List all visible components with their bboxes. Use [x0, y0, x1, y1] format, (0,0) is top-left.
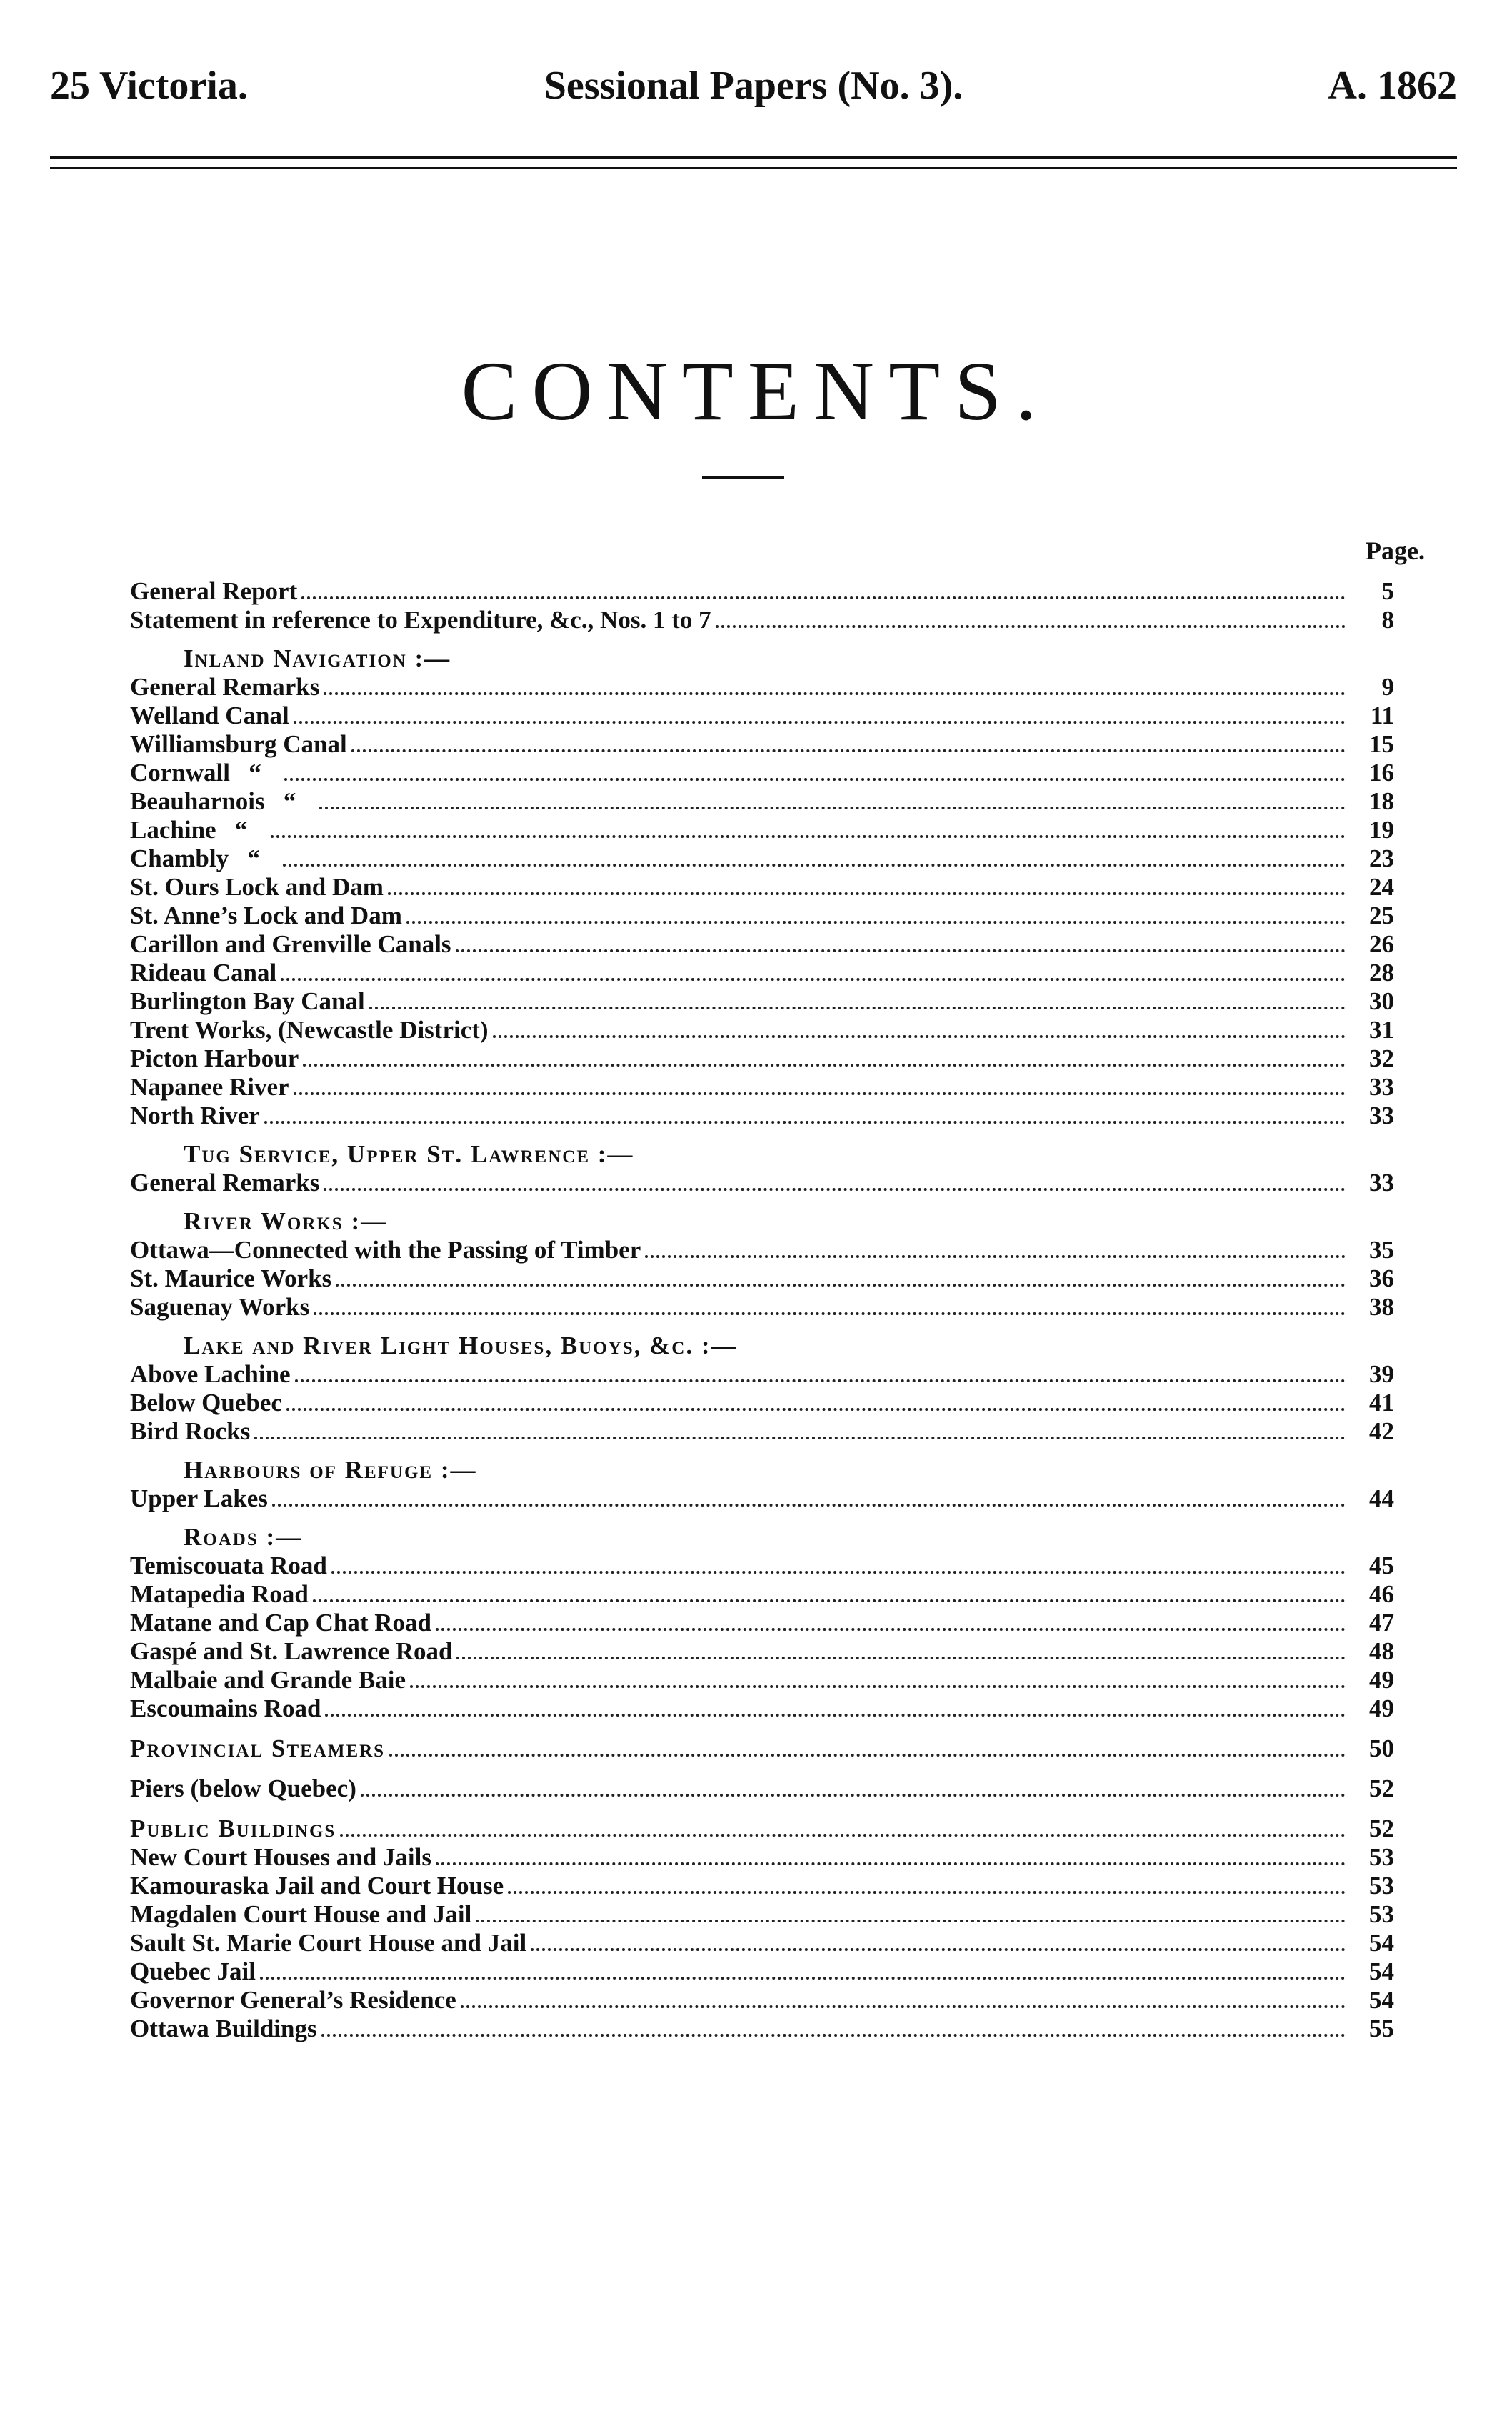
- contents-entry: [130, 1360, 1394, 1389]
- dot-leader: [388, 892, 1346, 895]
- dot-leader: [286, 1408, 1346, 1411]
- entry-page-number: 45: [1369, 1552, 1394, 1579]
- entry-page-number: 39: [1369, 1360, 1394, 1388]
- entry-page-number: 41: [1369, 1389, 1394, 1417]
- entry-label: General Report: [130, 577, 298, 605]
- entry-label: Matane and Cap Chat Road: [130, 1609, 431, 1637]
- entry-label: Below Quebec: [130, 1389, 282, 1417]
- dot-leader: [340, 1834, 1346, 1837]
- section-heading: Tug Service, Upper St. Lawrence :—: [184, 1140, 634, 1168]
- dot-leader: [716, 625, 1346, 628]
- entry-page-number: 46: [1369, 1580, 1394, 1608]
- dot-leader: [456, 1657, 1346, 1659]
- contents-entry: [130, 759, 1394, 787]
- header-rule-bottom: [50, 167, 1457, 169]
- entry-page-number: 16: [1369, 759, 1394, 787]
- contents-entry: [130, 873, 1394, 902]
- entry-label: Carillon and Grenville Canals: [130, 930, 451, 958]
- entry-label: Bird Rocks: [130, 1417, 251, 1445]
- contents-entry: [130, 1734, 1394, 1763]
- dot-leader: [271, 835, 1346, 838]
- entry-label: Magdalen Court House and Jail: [130, 1900, 472, 1928]
- entry-label: Malbaie and Grande Baie: [130, 1666, 406, 1694]
- section-gap: [130, 1723, 1394, 1734]
- section-heading: River Works :—: [184, 1207, 388, 1235]
- entry-page-number: 15: [1369, 730, 1394, 758]
- entry-label: Provincial Steamers: [130, 1734, 386, 1762]
- dot-leader: [645, 1255, 1346, 1258]
- entry-page-number: 35: [1369, 1236, 1394, 1264]
- dot-leader: [406, 921, 1346, 924]
- entry-page-number: 30: [1369, 987, 1394, 1015]
- entry-page-number: 44: [1369, 1484, 1394, 1512]
- entry-page-number: 36: [1369, 1264, 1394, 1292]
- dot-leader: [272, 1504, 1346, 1507]
- dot-leader: [294, 721, 1346, 724]
- entry-page-number: 23: [1369, 844, 1394, 872]
- entry-label: Rideau Canal: [130, 959, 277, 987]
- entry-label: Piers (below Quebec): [130, 1774, 356, 1802]
- entry-page-number: 26: [1369, 930, 1394, 958]
- dot-leader: [324, 1188, 1346, 1191]
- entry-page-number: 47: [1369, 1609, 1394, 1637]
- contents-entry: [130, 606, 1394, 634]
- ditto-mark: “: [283, 787, 296, 815]
- contents-entry: [130, 1843, 1394, 1872]
- contents-entry: [130, 1016, 1394, 1044]
- entry-page-number: 55: [1369, 2015, 1394, 2042]
- entry-page-number: 53: [1369, 1843, 1394, 1871]
- entry-page-number: 54: [1369, 1957, 1394, 1985]
- dot-leader: [319, 807, 1346, 809]
- contents-entry: [130, 1073, 1394, 1102]
- contents-entry: [130, 1774, 1394, 1803]
- page-title: CONTENTS.: [461, 344, 1051, 438]
- entry-label: Above Lachine: [130, 1360, 291, 1388]
- contents-entry: [130, 1637, 1394, 1666]
- entry-page-number: 49: [1369, 1694, 1394, 1722]
- entry-page-number: 28: [1369, 959, 1394, 987]
- contents-entry: [130, 1102, 1394, 1130]
- dot-leader: [321, 2034, 1346, 2037]
- entry-label: General Remarks: [130, 673, 320, 701]
- header-year: A. 1862: [1328, 64, 1457, 108]
- dot-leader: [264, 1121, 1346, 1124]
- dot-leader: [260, 1977, 1346, 1980]
- contents-entry: [130, 930, 1394, 959]
- section-gap: [130, 1803, 1394, 1814]
- entry-page-number: 11: [1370, 702, 1394, 729]
- entry-label: Napanee River: [130, 1073, 289, 1101]
- contents-entry: [130, 816, 1394, 844]
- dot-leader: [284, 778, 1346, 781]
- contents-entry: [130, 787, 1394, 816]
- dot-leader: [361, 1794, 1346, 1797]
- entry-page-number: 33: [1369, 1102, 1394, 1129]
- entry-label: St. Maurice Works: [130, 1264, 332, 1292]
- entry-label: Matapedia Road: [130, 1580, 309, 1608]
- entry-label: Ottawa—Connected with the Passing of Timber: [130, 1236, 641, 1264]
- ditto-mark: “: [247, 844, 260, 872]
- entry-label: Trent Works, (Newcastle District): [130, 1016, 489, 1044]
- contents-entry: [130, 577, 1394, 606]
- dot-leader: [493, 1035, 1346, 1038]
- title-rule: [702, 476, 784, 479]
- section-heading: Harbours of Refuge :—: [184, 1456, 477, 1484]
- contents-entry: [130, 844, 1394, 873]
- entry-label: Beauharnois: [130, 787, 265, 815]
- entry-label: Picton Harbour: [130, 1044, 299, 1072]
- entry-label: Escoumains Road: [130, 1694, 321, 1722]
- entry-label: Burlington Bay Canal: [130, 987, 365, 1015]
- contents-entry: [130, 673, 1394, 702]
- dot-leader: [254, 1437, 1346, 1439]
- entry-page-number: 52: [1369, 1774, 1394, 1802]
- entry-label: Public Buildings: [130, 1814, 336, 1842]
- entry-page-number: 24: [1369, 873, 1394, 901]
- dot-leader: [476, 1920, 1346, 1922]
- contents-entry: [130, 1169, 1394, 1197]
- entry-label: Saguenay Works: [130, 1293, 310, 1321]
- dot-leader: [313, 1599, 1346, 1602]
- entry-page-number: 38: [1369, 1293, 1394, 1321]
- contents-entry: [130, 1814, 1394, 1843]
- contents-entry: [130, 1552, 1394, 1580]
- header-sessional-papers: Sessional Papers (No. 3).: [544, 64, 963, 108]
- entry-page-number: 19: [1369, 816, 1394, 844]
- contents-entry: [130, 1900, 1394, 1929]
- contents-entry: [130, 1694, 1394, 1723]
- dot-leader: [369, 1007, 1346, 1009]
- entry-page-number: 53: [1369, 1900, 1394, 1928]
- dot-leader: [301, 596, 1346, 599]
- header-rule-top: [50, 156, 1457, 159]
- entry-label: St. Anne’s Lock and Dam: [130, 902, 402, 929]
- entry-label: New Court Houses and Jails: [130, 1843, 431, 1871]
- entry-label: Ottawa Buildings: [130, 2015, 317, 2042]
- dot-leader: [314, 1312, 1346, 1315]
- entry-page-number: 42: [1369, 1417, 1394, 1445]
- entry-label: Lachine: [130, 816, 216, 844]
- dot-leader: [508, 1891, 1346, 1894]
- entry-label: Governor General’s Residence: [130, 1986, 456, 2014]
- dot-leader: [531, 1948, 1346, 1951]
- dot-leader: [389, 1754, 1346, 1757]
- dot-leader: [456, 949, 1346, 952]
- entry-page-number: 54: [1369, 1986, 1394, 2014]
- entry-page-number: 9: [1381, 673, 1394, 701]
- dot-leader: [336, 1284, 1346, 1287]
- dot-leader: [295, 1379, 1346, 1382]
- entry-page-number: 33: [1369, 1073, 1394, 1101]
- dot-leader: [436, 1862, 1346, 1865]
- section-gap: [130, 1763, 1394, 1774]
- entry-page-number: 25: [1369, 902, 1394, 929]
- running-header: [50, 63, 1457, 120]
- dot-leader: [294, 1092, 1346, 1095]
- dot-leader: [324, 692, 1346, 695]
- dot-leader: [331, 1571, 1346, 1574]
- ditto-mark: “: [249, 759, 261, 787]
- entry-label: Kamouraska Jail and Court House: [130, 1872, 504, 1900]
- contents-entry: [130, 1264, 1394, 1293]
- contents-entry: [130, 1389, 1394, 1417]
- contents-entry: [130, 1044, 1394, 1073]
- entry-label: Williamsburg Canal: [130, 730, 347, 758]
- ditto-mark: “: [234, 816, 248, 844]
- entry-label: Cornwall: [130, 759, 230, 787]
- entry-label: North River: [130, 1102, 260, 1129]
- contents-entry: [130, 730, 1394, 759]
- entry-label: General Remarks: [130, 1169, 320, 1197]
- dot-leader: [461, 2005, 1346, 2008]
- entry-page-number: 53: [1369, 1872, 1394, 1900]
- section-heading: Lake and River Light Houses, Buoys, &c. :—: [184, 1332, 738, 1359]
- contents-entry: [130, 1293, 1394, 1322]
- contents-entry: [130, 902, 1394, 930]
- entry-label: Temiscouata Road: [130, 1552, 327, 1579]
- section-heading: Inland Navigation :—: [184, 644, 451, 672]
- entry-page-number: 52: [1369, 1814, 1394, 1842]
- dot-leader: [303, 1064, 1346, 1067]
- contents-entry: [130, 2015, 1394, 2043]
- contents-entry: [130, 1417, 1394, 1446]
- entry-page-number: 50: [1369, 1734, 1394, 1762]
- contents-entry: [130, 1484, 1394, 1513]
- entry-label: Upper Lakes: [130, 1484, 268, 1512]
- entry-label: Statement in reference to Expenditure, &c., Nos. 1 to 7: [130, 606, 711, 634]
- section-heading: Roads :—: [184, 1523, 303, 1551]
- entry-label: Welland Canal: [130, 702, 289, 729]
- page-column-label: Page.: [1366, 536, 1425, 565]
- contents-entry: [130, 1236, 1394, 1264]
- contents-entry: [130, 1957, 1394, 1986]
- dot-leader: [351, 749, 1346, 752]
- entry-page-number: 5: [1381, 577, 1394, 605]
- dot-leader: [281, 978, 1346, 981]
- contents-list: [130, 577, 1394, 2043]
- dot-leader: [436, 1628, 1346, 1631]
- contents-entry: [130, 1872, 1394, 1900]
- header-session: 25 Victoria.: [50, 64, 248, 108]
- contents-entry: [130, 702, 1394, 730]
- entry-page-number: 32: [1369, 1044, 1394, 1072]
- contents-entry: [130, 959, 1394, 987]
- entry-label: St. Ours Lock and Dam: [130, 873, 384, 901]
- contents-entry: [130, 1666, 1394, 1694]
- entry-label: Chambly: [130, 844, 229, 872]
- contents-entry: [130, 1929, 1394, 1957]
- entry-page-number: 33: [1369, 1169, 1394, 1197]
- entry-page-number: 18: [1369, 787, 1394, 815]
- contents-entry: [130, 1986, 1394, 2015]
- entry-page-number: 8: [1381, 606, 1394, 634]
- contents-entry: [130, 987, 1394, 1016]
- dot-leader: [283, 864, 1346, 867]
- entry-page-number: 48: [1369, 1637, 1394, 1665]
- contents-entry: [130, 1609, 1394, 1637]
- entry-page-number: 31: [1369, 1016, 1394, 1044]
- dot-leader: [410, 1685, 1346, 1688]
- dot-leader: [325, 1714, 1346, 1717]
- entry-page-number: 49: [1369, 1666, 1394, 1694]
- contents-entry: [130, 1580, 1394, 1609]
- entry-label: Quebec Jail: [130, 1957, 256, 1985]
- entry-label: Sault St. Marie Court House and Jail: [130, 1929, 527, 1957]
- entry-page-number: 54: [1369, 1929, 1394, 1957]
- entry-label: Gaspé and St. Lawrence Road: [130, 1637, 453, 1665]
